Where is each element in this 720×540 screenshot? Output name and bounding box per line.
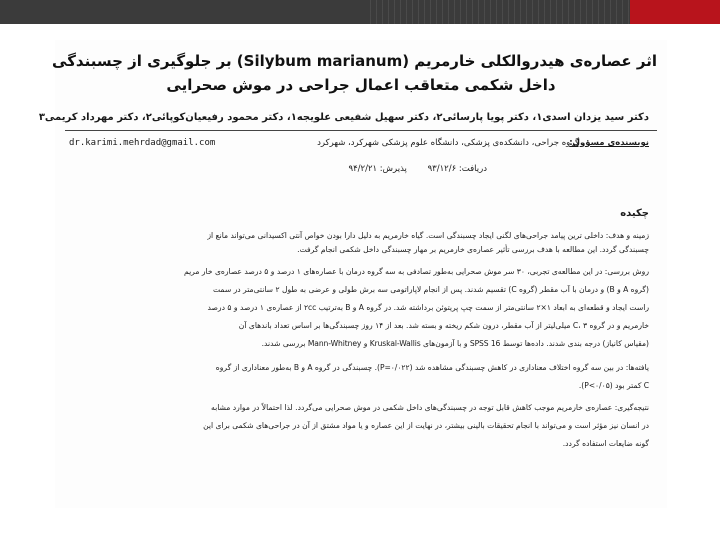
abstract-line: نتیجه‌گیری: عصاره‌ی خارمریم موجب کاهش قابل توجه در چسبندگی‌های داخل شکمی در موش صحرایی می‌گردد. لذا احتمالاً در موارد مشابه [211,403,649,412]
abstract-line: راست ایجاد و قطعه‌ای به ابعاد ۱×۲ سانتی‌متر از سمت چپ پریتوئن برداشته شد. در گروه A و B به‌ترتیب ۲cc از عصاره‌ی ۱ درصد و ۵ درصد [207,303,649,312]
abstract-line: یافته‌ها: در بین سه گروه اختلاف معناداری در کاهش چسبندگی مشاهده شد (P=۰/۰۲۲). چسبندگی در گروه A و B به‌طور معناداری از گروه [215,363,649,372]
abstract-line: (گروه A و B) و درمان با آب مقطر (گروه C) تقسیم شدند. پس از انجام لاپاراتومی سه برش طولی و عرضی به طول ۲ سانتی‌متر در سمت [212,285,649,294]
abstract-line: خارمریم و در گروه C، ۳ میلی‌لیتر از آب مقطر، درون شکم ریخته و بسته شد. بعد از ۱۴ روز چسبندگی‌ها بر اساس تعداد باندهای آن [238,321,649,330]
received-date: دریافت: ۹۳/۱۲/۶ [427,164,487,174]
author-list: دکتر سید یزدان اسدی۱، دکتر پویا پارسائی۲، دکتر سهیل شفیعی علویجه۱، دکتر محمود رفیعیان‌کوپائی۲، دکتر مهرداد کریمی۳ [38,112,649,123]
abstract-line: C کمتر بود (P<۰/۰۵). [578,381,649,390]
abstract-line: (مقیاس کانیاز) درجه بندی شدند. داده‌ها توسط SPSS 16 و با آزمون‌های Kruskal-Wallis و Mann-Whitney بررسی شدند. [261,339,649,348]
affiliation-row [69,138,649,152]
article-title-line-1: اثر عصاره‌ی هیدروالکلی خارمریم (Silybum marianum) بر جلوگیری از چسبندگی [52,52,657,70]
submission-dates [331,164,487,174]
article-title-line-2: داخل شکمی متعاقب اعمال جراحی در موش صحرایی [166,76,556,94]
accepted-date: پذیرش: ۹۴/۲/۲۱ [348,164,407,174]
email-address: dr.karimi.mehrdad@gmail.com [69,138,216,148]
abstract-line: زمینه و هدف: داخلی ترین پیامد جراحی‌های لگنی ایجاد چسبندگی است. گیاه خارمریم به دلیل دارا بودن خواص آنتی اکسیدانی می‌تواند مانع از [207,231,649,240]
top-bar-accent [630,0,720,24]
scanned-article-page [38,40,667,508]
abstract-line: در انسان نیز مؤثر است و می‌تواند با انجام تحقیقات بالینی بیشتر، در نهایت از این عصاره و یا مواد مشتق از آن در جراحی‌های شکمی برای این [203,421,649,430]
corresponding-author-label: نویسنده‌ی مسؤول: [569,138,649,148]
abstract-line: روش بررسی: در این مطالعه‌ی تجربی، ۳۰ سر موش صحرایی به‌طور تصادفی به سه گروه درمان با عصاره‌های ۱ درصد و ۵ درصد عصاره‌ی خار مریم [184,267,649,276]
top-bar-stripes [370,0,630,24]
slide-top-bar [0,0,720,24]
abstract-heading: چکیده [620,208,649,219]
abstract-line: چسبندگی گردد. این مطالعه با هدف بررسی تأثیر عصاره‌ی خارمریم بر مهار چسبندگی داخل شکمی انجام گرفت. [297,245,649,254]
affiliation-text: گروه جراحی، دانشکده‌ی پزشکی، دانشگاه علوم پزشکی شهرکرد، شهرکرد [317,138,579,148]
abstract-line: گونه ضایعات استفاده گردد. [562,439,649,448]
author-divider [65,130,657,131]
